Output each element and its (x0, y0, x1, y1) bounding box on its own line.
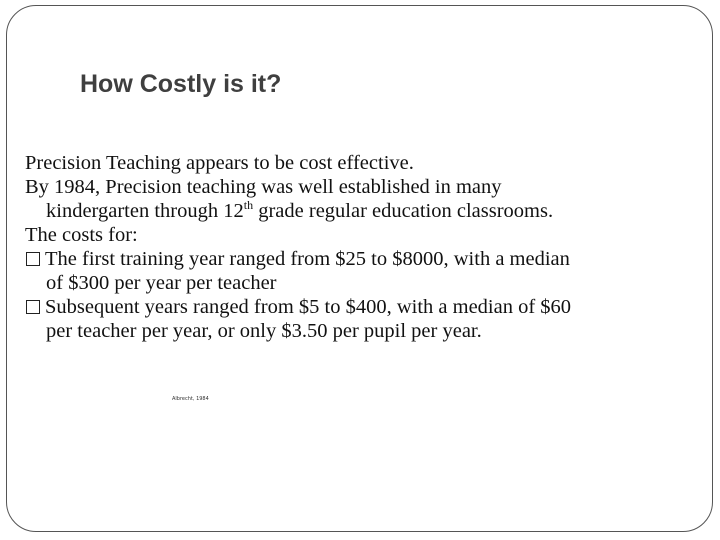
checkbox-bullet-icon (26, 300, 40, 314)
ordinal-suffix: th (243, 198, 254, 212)
kindergarten-text: kindergarten through 12 (46, 200, 244, 222)
bullet-text: Subsequent years ranged from $5 to $400, with a median of $60 (45, 296, 572, 318)
body-line-cost-effective: Precision Teaching appears to be cost effective. (25, 152, 414, 174)
body-line-kindergarten (25, 199, 695, 223)
bullet-continuation: per teacher per year, or only $3.50 per pupil per year. (46, 320, 482, 342)
citation: Albrecht, 1984 (172, 396, 209, 402)
body-line-established: By 1984, Precision teaching was well established in many (25, 176, 502, 198)
body-line-costs-for: The costs for: (25, 224, 138, 246)
checkbox-bullet-icon (26, 252, 40, 266)
slide-title: How Costly is it? (80, 70, 282, 98)
classrooms-text: grade regular education classrooms. (253, 200, 554, 222)
bullet-continuation: of $300 per year per teacher (46, 272, 277, 294)
slide-body (25, 151, 695, 343)
bullet-text: The first training year ranged from $25 to $8000, with a median (45, 248, 570, 270)
bullet-item-subsequent-years (25, 295, 695, 319)
bullet-item-first-year (25, 247, 695, 271)
